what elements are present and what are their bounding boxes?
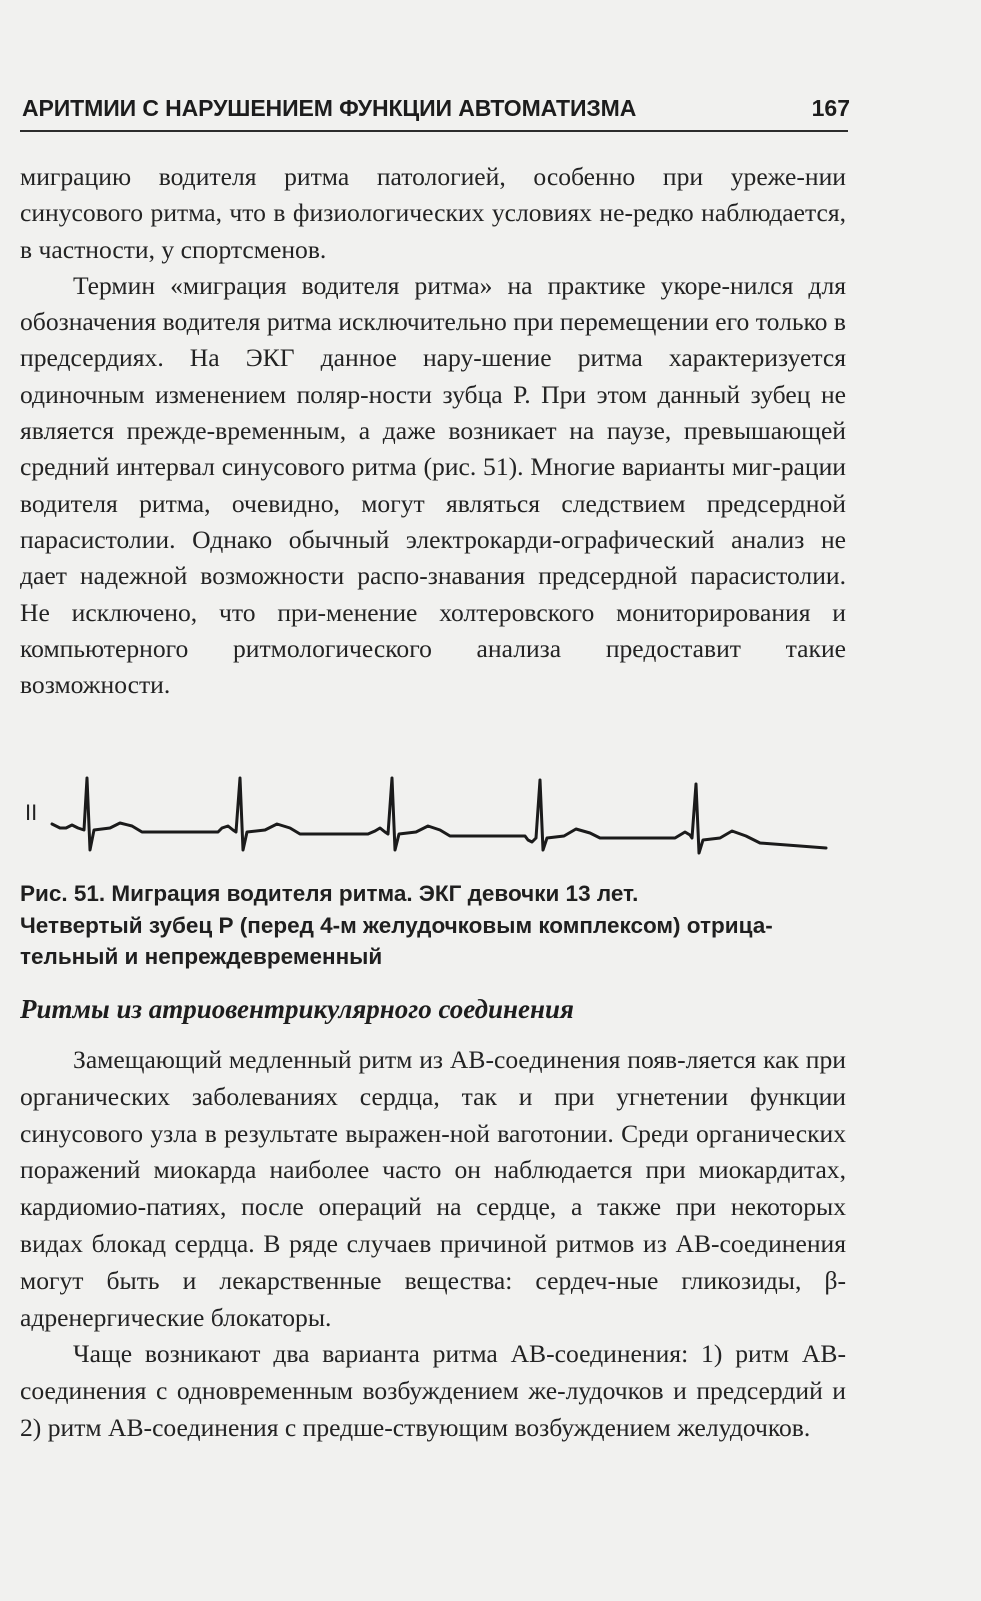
running-header [20,95,850,125]
paragraph-migration-term: Термин «миграция водителя ритма» на практике укоре-нился для обозначения водителя ритма исключительно при перемещении его только в предсердиях. На ЭКГ данное нару-шение ритма характеризуется одиночным изменением поляр-ности зубца Р. При этом данный зубец не является прежде-временным, а даже возникает на паузе, превышающей средний интервал синусового ритма (рис. 51). Многие варианты миг-рации водителя ритма, очевидно, могут являться следствием предсердной парасистолии. Однако обычный электрокарди-ографический анализ не дает надежной возможности распо-знавания предсердной парасистолии. Не исключено, что при-менение холтеровского мониторирования и компьютерного ритмологического анализа предоставит такие возможности. [20,270,846,700]
figure-caption [20,878,847,973]
ecg-figure [20,768,850,863]
paragraph-rhythm-variants: Чаще возникают два варианта ритма АВ-соединения: 1) ритм АВ-соединения с одновременным возбуждением же-лудочков и предсердий и 2) ритм АВ-соединения с предше-ствующим возбуждением желудочков. [20,1339,846,1442]
ecg-trace [52,778,826,853]
caption-line-1: Рис. 51. Миграция водителя ритма. ЭКГ девочки 13 лет. [20,881,639,906]
caption-line-2: Четвертый зубец Р (перед 4-м желудочковым комплексом) отрица- [20,912,773,938]
body-text-top [20,159,846,703]
chapter-title: АРИТМИИ С НАРУШЕНИЕМ ФУНКЦИИ АВТОМАТИЗМА [22,95,637,121]
ecg-lead-label: II [25,800,38,825]
section-heading: Ритмы из атриовентрикулярного соединения [20,994,574,1024]
paragraph-replacement-rhythm: Замещающий медленный ритм из АВ-соединения появ-ляется как при органических заболеваниях сердца, так и при угнетении функции синусового узла в результате выражен-ной ваготонии. Среди органических поражений миокарда наиболее часто он наблюдается при миокардитах, кардиомио-патиях, после операций на сердце, а также при некоторых видах блокад сердца. В ряде случаев причиной ритмов из АВ-соединения могут быть и лекарственные вещества: сердеч-ные гликозиды, β-адренергические блокаторы. [20,1045,846,1332]
header-rule [20,130,848,132]
paragraph-continued: миграцию водителя ритма патологией, особенно при уреже-нии синусового ритма, что в физиологических условиях не-редко наблюдается, в частности, у спортсменов. [20,162,846,264]
body-text-bottom [20,1042,846,1447]
caption-line-3: тельный и непреждевременный [20,944,383,969]
page-number: 167 [811,95,850,121]
